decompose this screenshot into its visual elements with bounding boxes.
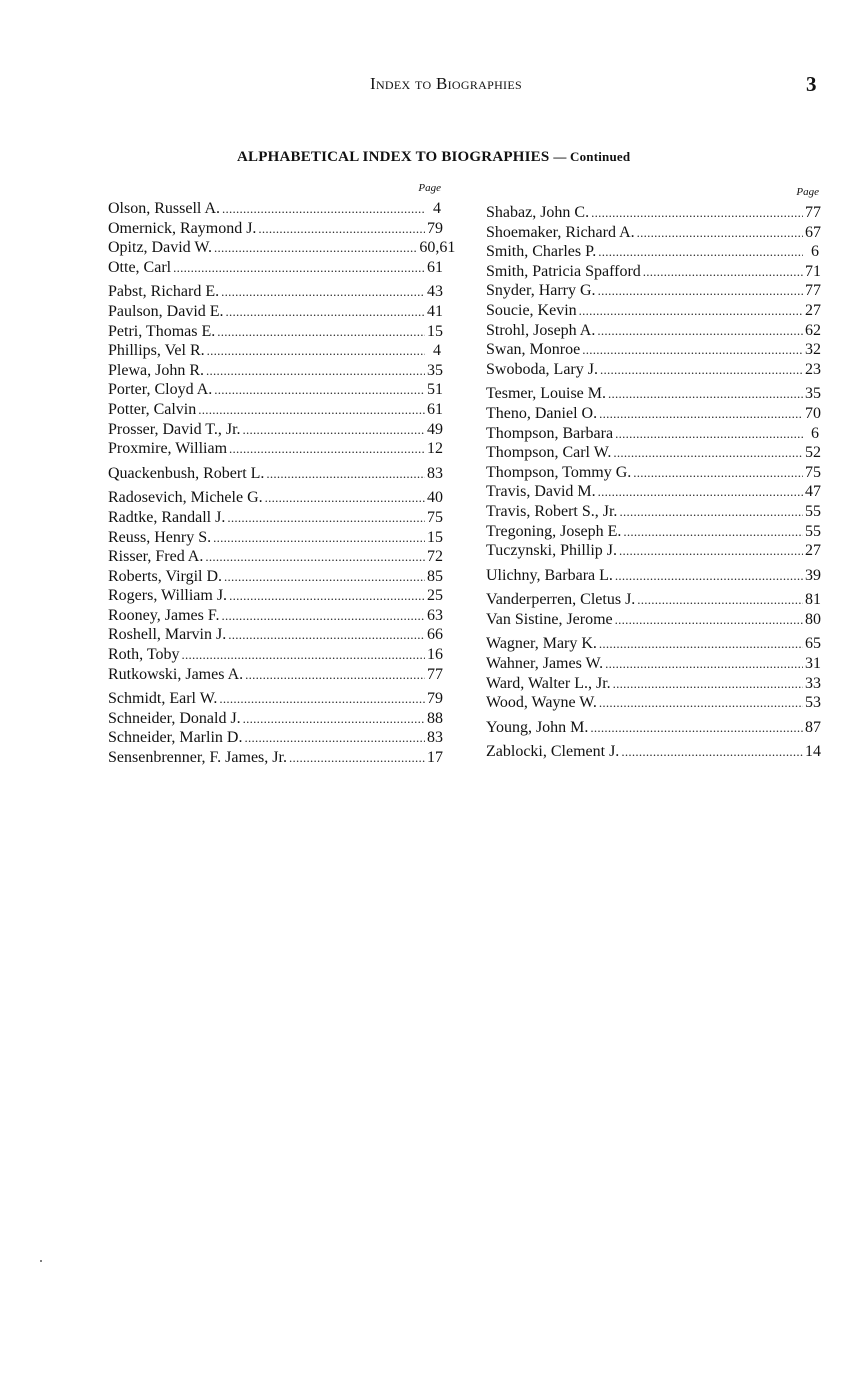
index-entry	[108, 199, 441, 219]
index-entry	[108, 586, 441, 606]
entry-page: 67	[805, 223, 821, 241]
dot-leader	[619, 502, 803, 522]
dot-leader	[228, 625, 425, 645]
entry-page: 66	[427, 626, 443, 644]
index-entry	[486, 522, 819, 542]
entry-name: Van Sistine, Jerome	[486, 610, 613, 628]
dot-leader	[600, 360, 803, 380]
index-entry	[486, 634, 819, 654]
index-entry	[486, 610, 819, 630]
entry-page: 47	[805, 483, 821, 501]
index-entry	[108, 606, 441, 626]
dot-leader	[227, 508, 425, 528]
entry-name: Olson, Russell A.	[108, 200, 221, 217]
dot-leader	[605, 654, 803, 674]
index-entry	[108, 625, 441, 645]
entry-name: Roberts, Virgil D.	[108, 567, 223, 585]
entry-page: 65	[805, 635, 821, 653]
entry-name: Swan, Monroe	[486, 341, 581, 359]
entry-name: Strohl, Joseph A.	[486, 321, 596, 339]
entry-name: Rogers, William J.	[108, 587, 228, 605]
entry-name: Radtke, Randall J.	[108, 508, 226, 526]
dot-leader	[229, 439, 425, 459]
entry-name: Ulichny, Barbara L.	[486, 566, 613, 584]
index-entry	[108, 322, 441, 342]
dot-leader	[598, 281, 803, 301]
entry-page: 61	[427, 400, 443, 418]
dot-leader	[643, 262, 803, 282]
entry-name: Petri, Thomas E.	[108, 322, 216, 340]
entry-name: Travis, Robert S., Jr.	[486, 502, 618, 520]
index-entry	[486, 742, 819, 762]
index-entry	[108, 464, 441, 484]
dot-leader	[219, 689, 425, 709]
index-entry	[486, 424, 819, 444]
entry-page: 75	[427, 508, 443, 526]
entry-name: Reuss, Henry S.	[108, 528, 212, 546]
entry-page: 49	[427, 420, 443, 438]
index-entry	[108, 439, 441, 459]
entry-name: Wood, Wayne W.	[486, 694, 597, 712]
index-groups	[108, 199, 456, 768]
entry-page: 55	[805, 522, 821, 540]
entry-name: Phillips, Vel R.	[108, 342, 205, 360]
entry-name: Soucie, Kevin	[486, 301, 577, 319]
entry-page: 25	[427, 587, 443, 605]
index-entry	[108, 282, 441, 302]
dot-leader	[214, 380, 425, 400]
dot-leader	[266, 464, 425, 484]
dot-leader	[608, 384, 803, 404]
index-entry	[486, 443, 819, 463]
index-letter-group	[108, 488, 441, 684]
index-entry	[486, 674, 819, 694]
index-entry	[486, 566, 819, 586]
dot-leader	[221, 282, 425, 302]
index-entry	[108, 728, 441, 748]
entry-name: Shabaz, John C.	[486, 204, 590, 221]
entry-page: 88	[427, 709, 443, 727]
dot-leader	[243, 709, 425, 729]
index-entry	[486, 463, 819, 483]
index-entry	[108, 665, 441, 685]
index-entry	[108, 748, 441, 768]
dot-leader	[214, 238, 417, 258]
entry-page: 85	[427, 567, 443, 585]
entry-name: Radosevich, Michele G.	[108, 489, 263, 507]
entry-page: 4	[433, 200, 441, 217]
index-entry	[108, 238, 456, 258]
dot-leader	[633, 463, 803, 483]
dot-leader	[221, 606, 425, 626]
index-entry	[108, 528, 441, 548]
entry-name: Schmidt, Earl W.	[108, 690, 218, 708]
dot-leader	[599, 634, 803, 654]
index-entry	[108, 567, 441, 587]
index-entry	[486, 718, 819, 738]
entry-page: 15	[427, 528, 443, 546]
running-header	[0, 74, 859, 96]
index-entry	[108, 380, 441, 400]
entry-page: 77	[805, 282, 821, 300]
index-entry	[108, 400, 441, 420]
index-entry	[486, 223, 819, 243]
dot-leader	[198, 400, 425, 420]
entry-name: Shoemaker, Richard A.	[486, 223, 635, 241]
entry-name: Ward, Walter L., Jr.	[486, 674, 611, 692]
entry-name: Potter, Calvin	[108, 400, 197, 418]
entry-name: Thompson, Tommy G.	[486, 463, 632, 481]
index-entry	[486, 301, 819, 321]
entry-name: Plewa, John R.	[108, 361, 204, 379]
entry-name: Porter, Cloyd A.	[108, 381, 213, 399]
section-continued-label: — Continued	[553, 149, 631, 164]
entry-page: 61	[427, 258, 443, 276]
entry-name: Smith, Patricia Spafford	[486, 262, 641, 280]
dot-leader	[615, 424, 803, 444]
entry-name: Snyder, Harry G.	[486, 282, 596, 300]
entry-page: 83	[427, 464, 443, 482]
dot-leader	[245, 665, 425, 685]
index-entry	[486, 242, 819, 262]
dot-leader	[206, 361, 425, 381]
entry-page: 79	[427, 690, 443, 708]
entry-page: 35	[805, 385, 821, 403]
entry-page: 52	[805, 444, 821, 462]
entry-page: 51	[427, 381, 443, 399]
dot-leader	[579, 301, 803, 321]
stray-ink-mark	[40, 1260, 42, 1262]
entry-name: Tesmer, Louise M.	[486, 385, 606, 403]
dot-leader	[613, 674, 803, 694]
entry-name: Sensenbrenner, F. James, Jr.	[108, 749, 287, 767]
entry-page: 40	[427, 489, 443, 507]
entry-page: 72	[427, 548, 443, 566]
entry-page: 6	[811, 243, 819, 261]
entry-name: Young, John M.	[486, 718, 589, 736]
dot-leader	[613, 443, 803, 463]
dot-leader	[181, 645, 425, 665]
dot-leader	[258, 219, 425, 239]
index-entry	[108, 341, 441, 361]
entry-page: 16	[427, 646, 443, 664]
index-entry	[486, 321, 819, 341]
index-entry	[486, 541, 819, 561]
dot-leader	[598, 242, 803, 262]
index-letter-group	[486, 718, 819, 738]
entry-name: Schneider, Marlin D.	[108, 729, 243, 747]
dot-leader	[599, 404, 803, 424]
section-heading	[237, 149, 757, 166]
entry-page: 81	[805, 591, 821, 609]
index-letter-group	[486, 203, 819, 379]
dot-leader	[597, 321, 803, 341]
index-column-left	[108, 181, 456, 773]
index-entry	[486, 502, 819, 522]
page-column-label: Page	[418, 182, 441, 194]
entry-page: 41	[427, 302, 443, 320]
dot-leader	[289, 748, 425, 768]
entry-page: 6	[811, 424, 819, 442]
dot-leader	[265, 488, 425, 508]
index-groups	[486, 203, 819, 762]
index-entry	[108, 508, 441, 528]
entry-name: Smith, Charles P.	[486, 243, 597, 261]
index-entry	[108, 302, 441, 322]
dot-leader	[621, 742, 803, 762]
index-letter-group	[108, 199, 456, 277]
index-entry	[108, 361, 441, 381]
entry-page: 77	[427, 665, 443, 683]
index-entry	[486, 281, 819, 301]
index-column-right	[486, 185, 819, 767]
entry-page: 27	[805, 301, 821, 319]
dot-leader	[173, 258, 425, 278]
index-entry	[486, 360, 819, 380]
index-entry	[108, 219, 441, 239]
section-title: ALPHABETICAL INDEX TO BIOGRAPHIES	[237, 149, 550, 165]
dot-leader	[591, 203, 803, 223]
entry-page: 35	[427, 361, 443, 379]
entry-page: 27	[805, 542, 821, 560]
entry-name: Opitz, David W.	[108, 239, 212, 257]
running-title: Index to Biographies	[370, 74, 522, 93]
entry-name: Otte, Carl	[108, 258, 172, 276]
dot-leader	[598, 482, 803, 502]
dot-leader	[226, 302, 425, 322]
entry-page: 15	[427, 322, 443, 340]
dot-leader	[229, 586, 425, 606]
entry-name: Swoboda, Lary J.	[486, 360, 598, 378]
dot-leader	[623, 522, 803, 542]
entry-page: 55	[805, 502, 821, 520]
dot-leader	[213, 528, 425, 548]
dot-leader	[222, 199, 425, 219]
index-letter-group	[486, 566, 819, 586]
entry-name: Roth, Toby	[108, 646, 180, 664]
index-entry	[108, 420, 441, 440]
entry-name: Paulson, David E.	[108, 302, 224, 320]
index-entry	[486, 482, 819, 502]
dot-leader	[224, 567, 425, 587]
entry-page: 4	[433, 342, 441, 360]
dot-leader	[217, 322, 425, 342]
entry-page: 43	[427, 283, 443, 301]
index-letter-group	[486, 634, 819, 712]
dot-leader	[590, 718, 803, 738]
entry-name: Risser, Fred A.	[108, 548, 204, 566]
entry-page: 63	[427, 606, 443, 624]
index-entry	[108, 488, 441, 508]
entry-page: 87	[805, 718, 821, 736]
entry-name: Roshell, Marvin J.	[108, 626, 227, 644]
index-entry	[108, 645, 441, 665]
entry-name: Vanderperren, Cletus J.	[486, 591, 636, 609]
dot-leader	[205, 547, 425, 567]
index-entry	[108, 547, 441, 567]
entry-page: 83	[427, 729, 443, 747]
index-letter-group	[108, 282, 441, 458]
dot-leader	[637, 590, 803, 610]
entry-page: 80	[805, 610, 821, 628]
index-entry	[486, 590, 819, 610]
dot-leader	[615, 610, 803, 630]
entry-name: Schneider, Donald J.	[108, 709, 241, 727]
entry-name: Theno, Daniel O.	[486, 404, 598, 422]
entry-name: Quackenbush, Robert L.	[108, 464, 265, 482]
index-entry	[108, 258, 441, 278]
entry-page: 31	[805, 655, 821, 673]
index-letter-group	[108, 464, 441, 484]
entry-page: 17	[427, 749, 443, 767]
dot-leader	[599, 693, 803, 713]
entry-page: 60,61	[419, 239, 456, 257]
entry-name: Rooney, James F.	[108, 606, 220, 624]
dot-leader	[582, 340, 803, 360]
entry-name: Proxmire, William	[108, 440, 228, 458]
index-entry	[486, 404, 819, 424]
entry-name: Rutkowski, James A.	[108, 665, 244, 683]
entry-page: 75	[805, 463, 821, 481]
entry-name: Thompson, Carl W.	[486, 444, 612, 462]
index-entry	[486, 203, 819, 223]
entry-name: Prosser, David T., Jr.	[108, 420, 241, 438]
page-number: 3	[806, 72, 817, 96]
dot-leader	[244, 728, 425, 748]
entry-name: Zablocki, Clement J.	[486, 743, 620, 761]
index-letter-group	[108, 689, 441, 767]
dot-leader	[207, 341, 425, 361]
entry-name: Tregoning, Joseph E.	[486, 522, 622, 540]
entry-page: 14	[805, 743, 821, 761]
entry-page: 70	[805, 404, 821, 422]
index-entry	[486, 693, 819, 713]
entry-name: Wahner, James W.	[486, 655, 604, 673]
index-entry	[486, 340, 819, 360]
dot-leader	[615, 566, 803, 586]
entry-page: 23	[805, 360, 821, 378]
entry-page: 39	[805, 566, 821, 584]
entry-page: 32	[805, 341, 821, 359]
entry-page: 77	[805, 204, 821, 221]
index-letter-group	[486, 384, 819, 560]
index-entry	[486, 384, 819, 404]
entry-name: Omernick, Raymond J.	[108, 219, 257, 237]
entry-name: Wagner, Mary K.	[486, 635, 597, 653]
dot-leader	[619, 541, 803, 561]
entry-page: 53	[805, 694, 821, 712]
entry-page: 71	[805, 262, 821, 280]
dot-leader	[243, 420, 425, 440]
index-letter-group	[486, 590, 819, 629]
entry-name: Tuczynski, Phillip J.	[486, 542, 617, 560]
index-entry	[486, 262, 819, 282]
entry-name: Thompson, Barbara	[486, 424, 614, 442]
entry-page: 62	[805, 321, 821, 339]
index-entry	[108, 709, 441, 729]
entry-page: 12	[427, 440, 443, 458]
index-letter-group	[486, 742, 819, 762]
entry-name: Travis, David M.	[486, 483, 596, 501]
index-entry	[108, 689, 441, 709]
dot-leader	[637, 223, 803, 243]
entry-name: Pabst, Richard E.	[108, 283, 220, 301]
entry-page: 79	[427, 219, 443, 237]
entry-page: 33	[805, 674, 821, 692]
index-entry	[486, 654, 819, 674]
page-column-label: Page	[796, 186, 819, 198]
